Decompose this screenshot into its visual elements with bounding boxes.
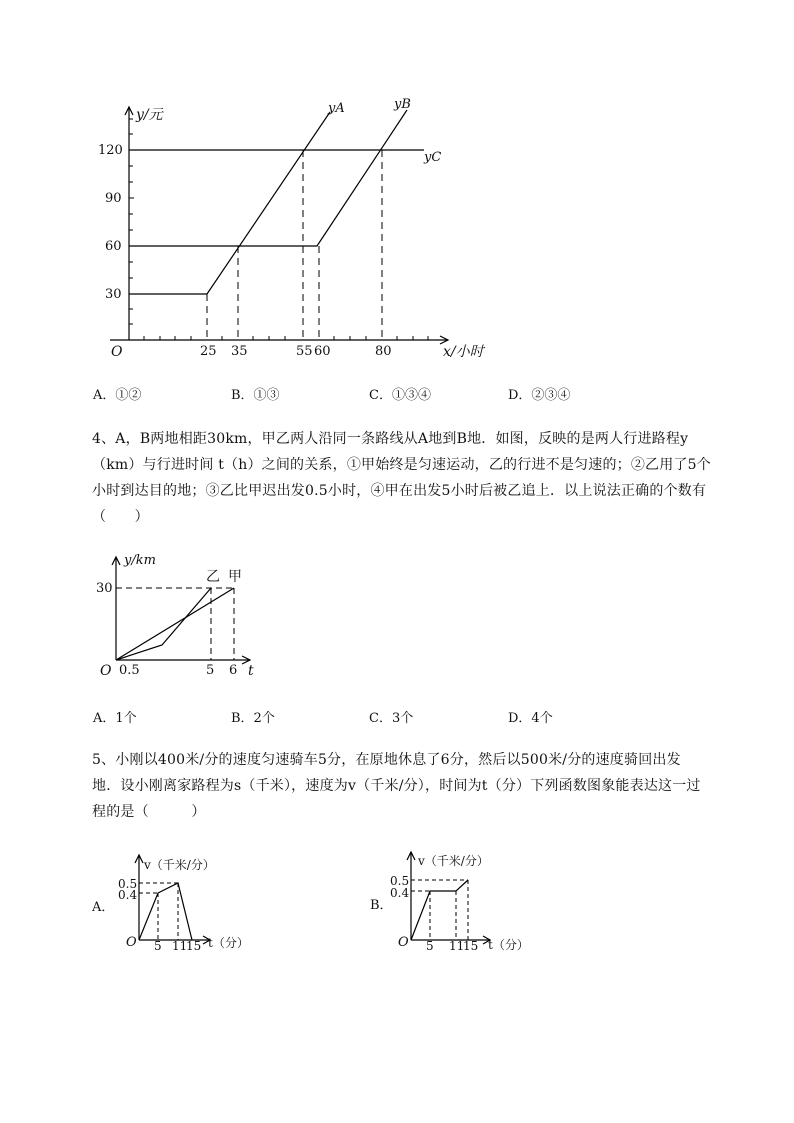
graph1-x-tick-60: 60 [314,344,331,359]
graph1-x-tick-35: 35 [231,344,248,359]
graph2-y-axis-label: y/km [124,553,156,568]
graph2-label-jia: 甲 [228,569,242,585]
graph3-x-axis-label: t（分） [208,936,249,950]
graph2-origin: O [100,663,112,679]
graph4-option-label[interactable]: B． [370,898,393,913]
graph1-y-tick-90: 90 [105,191,122,206]
q5-line-2: 地．设小刚离家路程为s（千米），速度为v（千米/分），时间为t（分）下列函数图象能表达这一过 [92,778,701,794]
graph3-x-tick-5: 5 [154,939,162,953]
graph2-y-tick-30: 30 [96,581,113,596]
graph4-origin: O [398,935,409,950]
graph1-x-tick-55: 55 [296,344,313,359]
graph2-label-yi: 乙 [206,569,220,585]
q3-option-c[interactable]: C．①③④ [369,388,431,403]
graph1-origin: O [111,344,123,360]
graph4-x-axis-label: t（分） [488,938,529,952]
graph4-y-axis-label: v（千米/分） [418,854,489,868]
graph2-x-tick-5: 5 [206,663,215,678]
graph1-y-tick-60: 60 [105,239,122,254]
graph4-x-tick-15: 15 [463,939,479,953]
graph4-dashed-lines [411,880,468,940]
graph3-option-label[interactable]: A． [92,900,115,915]
graph3-origin: O [126,935,137,950]
graph1-x-axis-label: x/小时 [443,344,484,360]
graph3-y-tick-0-5: 0.5 [118,877,138,891]
q4-option-a[interactable]: A．1个 [93,711,137,726]
graph3-y-axis-label: v（千米/分） [144,858,215,872]
q3-option-b[interactable]: B．①③ [231,388,280,403]
graph1-y-tick-30: 30 [105,287,122,302]
q5-line-1: 5、小刚以400米/分的速度匀速骑车5分，在原地休息了6分，然后以500米/分的速度骑回出发 [92,752,681,768]
graph2-x-tick-0-5: 0.5 [119,663,140,678]
q4-line-1: 4、A，B两地相距30km，甲乙两人沿同一条路线从A地到B地．如图，反映的是两人行进路程y [92,431,689,447]
q4-option-c[interactable]: C．3个 [369,711,414,726]
graph4-y-tick-0-5: 0.5 [390,874,410,888]
q3-option-a[interactable]: A．①② [93,388,142,403]
graph2-x-tick-6: 6 [229,663,238,678]
q3-option-d[interactable]: D．②③④ [508,388,571,403]
graph1-x-tick-80: 80 [375,344,392,359]
graph3-x-tick-11: 11 [172,939,188,953]
q4-line-2: （km）与行进时间 t（h）之间的关系，①甲始终是匀速运动，乙的行进不是匀速的；②乙用了5个 [92,457,711,473]
graph3-y-tick-0-4: 0.4 [118,888,138,902]
graph4-y-tick-0-4: 0.4 [390,886,410,900]
graph4-x-tick-11: 11 [449,939,465,953]
q4-line-4: （ ） [92,509,149,525]
graph1-label-c: yC [424,150,442,165]
q4-option-d[interactable]: D．4个 [508,711,553,726]
graph2-x-axis-label: t [248,663,254,679]
q4-line-3: 小时到达目的地；③乙比甲迟出发0.5小时，④甲在出发5小时后被乙追上．以上说法正确的个数有 [92,483,707,499]
graph1-label-b: yB [394,97,411,112]
graph3-x-tick-15: 15 [186,939,202,953]
q5-line-3: 程的是（ ） [92,804,206,820]
q4-option-b[interactable]: B．2个 [231,711,275,726]
graph1-y-axis-label: y/元 [136,107,163,123]
graph1-x-tick-25: 25 [200,344,217,359]
graph1-y-tick-120: 120 [98,143,123,158]
graph4-x-tick-5: 5 [426,939,434,953]
graph4-curve [411,880,468,940]
graph1-label-a: yA [328,101,345,116]
